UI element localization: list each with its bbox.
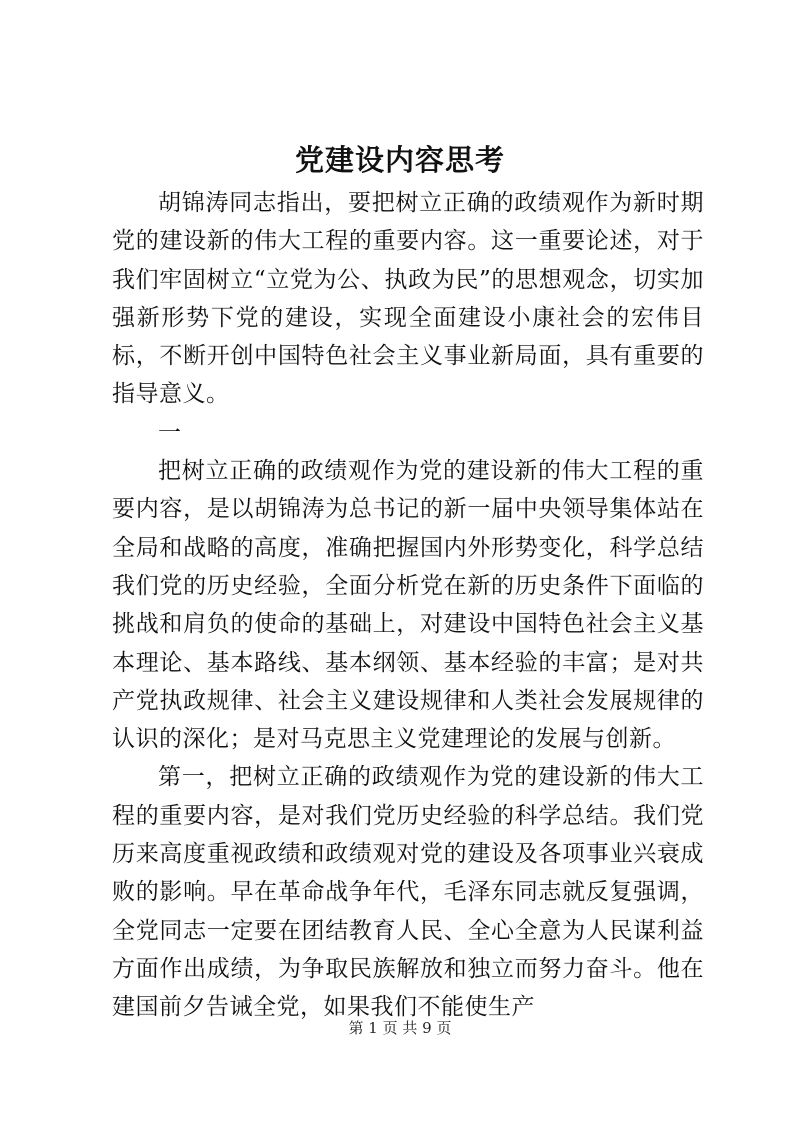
- page-footer: 第 1 页 共 9 页: [348, 1019, 452, 1037]
- document-body: [112, 184, 704, 1027]
- paragraph-intro: 胡锦涛同志指出，要把树立正确的政绩观作为新时期党的建设新的伟大工程的重要内容。这一重要论述，对于我们牢固树立“立党为公、执政为民”的思想观念，切实加强新形势下党的建设，实现全面建设小康社会的宏伟目标，不断开创中国特色社会主义事业新局面，具有重要的指导意义。: [112, 190, 704, 408]
- paragraph-section-one: 把树立正确的政绩观作为党的建设新的伟大工程的重要内容，是以胡锦涛为总书记的新一届中央领导集体站在全局和战略的高度，准确把握国内外形势变化，科学总结我们党的历史经验，全面分析党在新的历史条件下面临的挑战和肩负的使命的基础上，对建设中国特色社会主义基本理论、基本路线、基本纲领、基本经验的丰富；是对共产党执政规律、社会主义建设规律和人类社会发展规律的认识的深化；是对马克思主义党建理论的发展与创新。: [112, 458, 704, 753]
- paragraph-first-point: 第一，把树立正确的政绩观作为党的建设新的伟大工程的重要内容，是对我们党历史经验的科学总结。我们党历来高度重视政绩和政绩观对党的建设及各项事业兴衰成败的影响。早在革命战争年代，毛泽东同志就反复强调，全党同志一定要在团结教育人民、全心全意为人民谋利益方面作出成绩，为争取民族解放和独立而努力奋斗。他在建国前夕告诫全党，如果我们不能使生产: [112, 764, 704, 1021]
- section-number: 一: [158, 419, 182, 446]
- document-title: 党建设内容思考: [294, 143, 505, 177]
